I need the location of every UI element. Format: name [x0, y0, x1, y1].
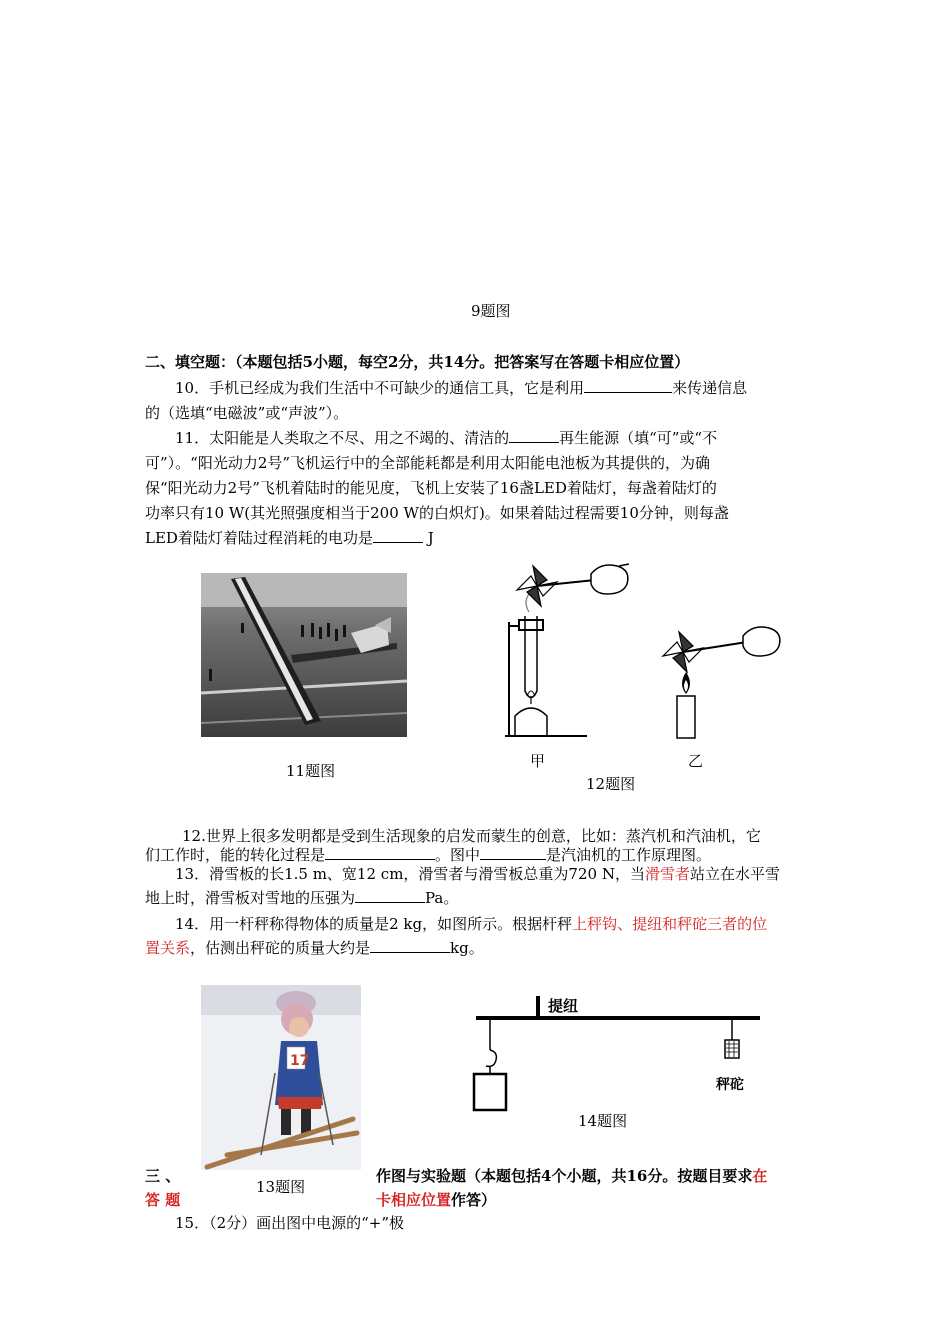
q14-red-text-1: 上秤钩、提纽和秤砣三者的位 [572, 915, 768, 933]
fig12-label-jia: 甲 [530, 752, 546, 770]
q11-line1 [175, 426, 810, 450]
q13-text-c: 地上时，滑雪板对雪地的压强为 [145, 889, 356, 907]
q14-line2 [145, 936, 810, 960]
q14-line1 [175, 912, 810, 936]
q13-red-text: 滑雪者 [644, 865, 690, 883]
q11-blank-1 [509, 428, 559, 443]
q13-text-d: Pa。 [425, 889, 459, 907]
fig14-label-chengtuo: 秤砣 [716, 1077, 744, 1093]
section2-heading: 二、填空题：（本题包括5小题，每空2分，共14分。把答案写在答题卡相应位置） [145, 353, 690, 371]
q12-text-b: 。图中 [435, 846, 481, 864]
q13-blank [355, 888, 425, 903]
q14-text-a: 14．用一杆秤称得物体的质量是2 kg，如图所示。根据杆秤 [175, 915, 573, 933]
fig9-caption: 9题图 [471, 302, 511, 320]
q14-text-c: kg。 [450, 939, 484, 957]
q11-blank-2 [373, 528, 423, 543]
fig11-caption: 11题图 [286, 762, 336, 780]
fig13-caption: 13题图 [256, 1178, 306, 1196]
q11-text-d: J [422, 529, 434, 547]
q10-line1 [175, 376, 810, 400]
q13-text-b: 站立在水平雪 [689, 865, 780, 883]
section3-heading-b: 作答） [451, 1191, 497, 1209]
q10-line2: 的（选填“电磁波”或“声波”）。 [145, 404, 349, 422]
q13-line1 [175, 862, 810, 886]
section3-heading-line1 [376, 1164, 810, 1188]
q11-line3: 保“阳光动力2号”飞机着陆时的能见度，飞机上安装了16盏LED着陆灯，每盏着陆灯的 [145, 479, 717, 497]
section3-heading-red1: 在 [752, 1167, 768, 1185]
q10-text-b: 来传递信息 [672, 379, 748, 397]
q14-red-text-2: 置关系 [145, 939, 191, 957]
q10-answer-blank [584, 378, 672, 393]
q12-line1: 12.世界上很多发明都是受到生活现象的启发而蒙生的创意，比如：蒸汽机和汽油机，它 [182, 827, 761, 845]
q15-text: 15．（2分）画出图中电源的“+”极 [175, 1214, 405, 1232]
q11-text-b: 再生能源（填“可”或“不 [559, 429, 718, 447]
fig12-label-yi: 乙 [688, 752, 704, 770]
steelyard-diagram [468, 990, 768, 1115]
q12-blank-2 [480, 845, 546, 860]
q13-text-a: 13．滑雪板的长1.5 m、宽12 cm，滑雪者与滑雪板总重为720 N，当 [175, 865, 645, 883]
section3-red-left: 答 题 [145, 1191, 181, 1209]
svg-text:17: 17 [290, 1053, 310, 1069]
section3-number: 三 、 [145, 1167, 181, 1185]
q11-text-a: 11．太阳能是人类取之不尽、用之不竭的、清洁的 [175, 429, 510, 447]
skier-photo [201, 985, 361, 1170]
fig12-caption: 12题图 [586, 775, 636, 793]
q11-line5 [145, 526, 810, 550]
q11-line4: 功率只有10 W(其光照强度相当于200 W的白炽灯)。如果着陆过程需要10分钟，则每盏 [145, 504, 729, 522]
q12-text-c: 是汽油机的工作原理图。 [546, 846, 712, 864]
q13-line2 [145, 886, 810, 910]
section3-heading-red2: 卡相应位置 [376, 1191, 452, 1209]
q10-text-a: 10．手机已经成为我们生活中不可缺少的通信工具，它是利用 [175, 379, 585, 397]
pinwheel-diagram [485, 556, 805, 746]
section3-heading-a: 作图与实验题（本题包括4个小题，共16分。按题目要求 [376, 1167, 753, 1185]
q14-text-b: ，估测出秤砣的质量大约是 [190, 939, 371, 957]
q11-line2: 可”）。“阳光动力2号”飞机运行中的全部能耗都是利用太阳能电池板为其提供的，为确 [145, 454, 711, 472]
q11-text-c: LED着陆灯着陆过程消耗的电功是 [145, 529, 373, 547]
solar-plane-photo [201, 573, 407, 737]
section3-heading-line2 [376, 1188, 810, 1212]
q12-text-a: 们工作时，能的转化过程是 [145, 846, 326, 864]
q14-blank [370, 938, 450, 953]
q12-blank-1 [325, 845, 435, 860]
fig14-caption: 14题图 [578, 1112, 628, 1130]
fig14-label-tiniu: 提纽 [548, 997, 579, 1015]
